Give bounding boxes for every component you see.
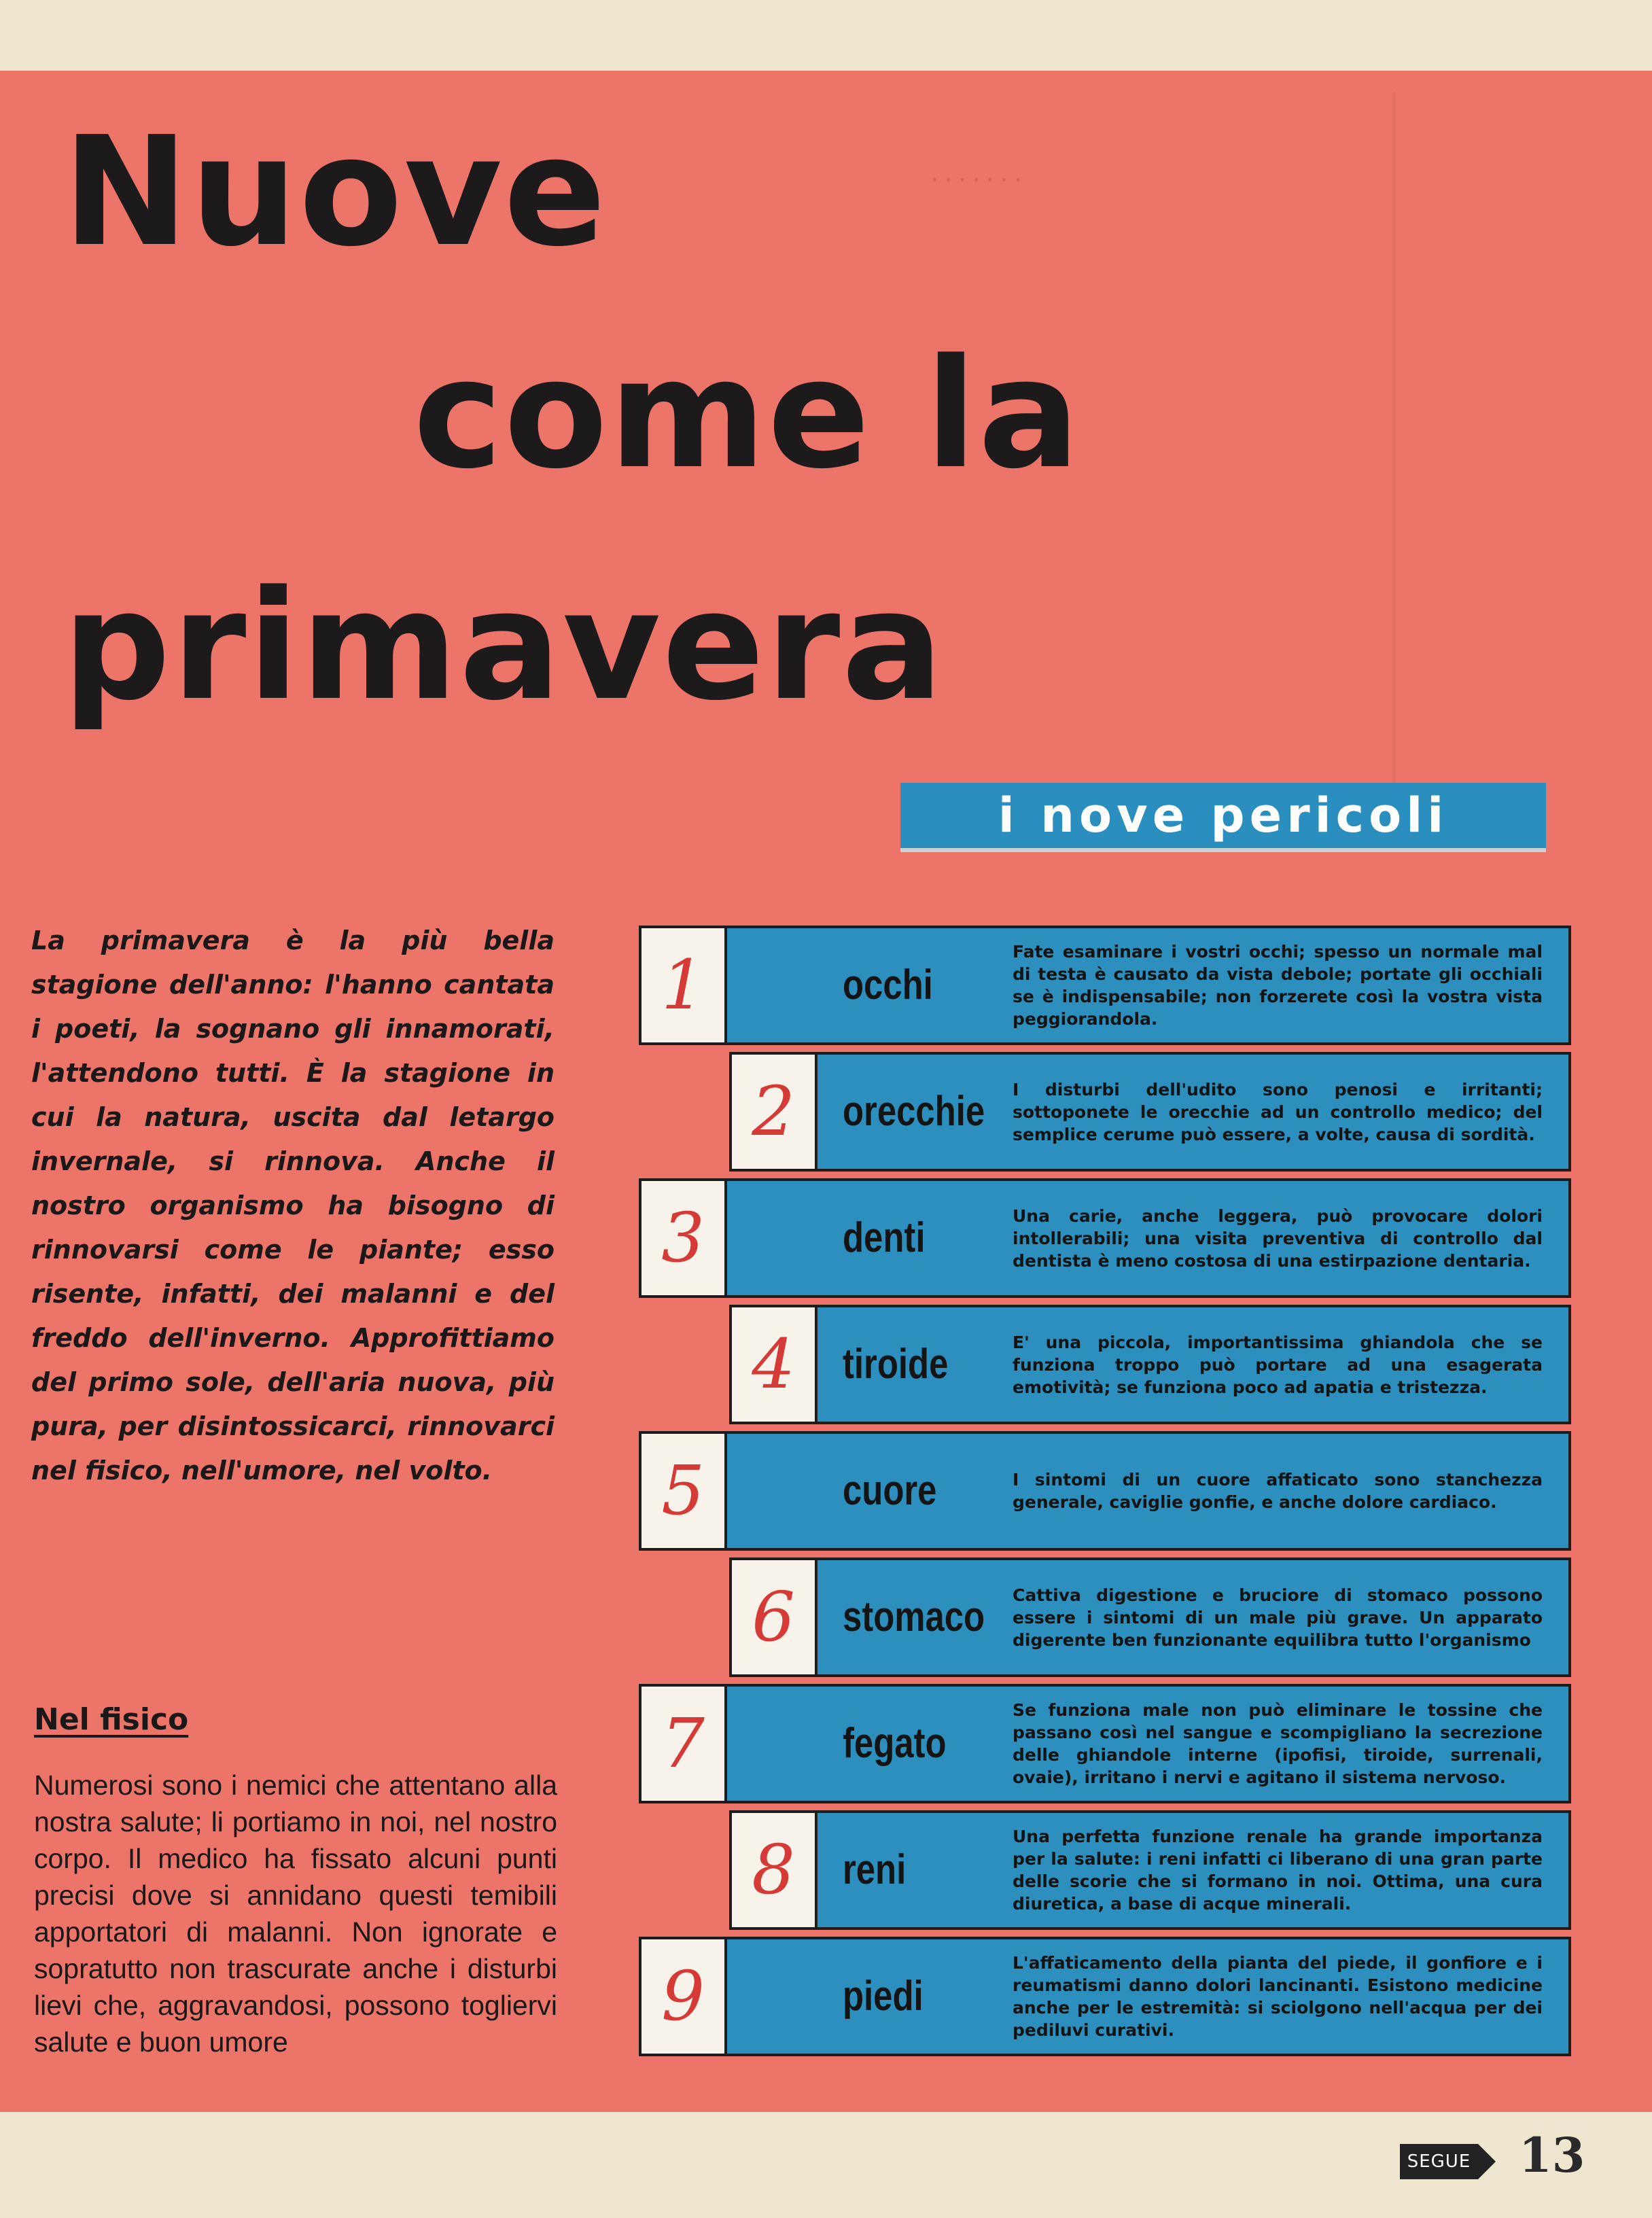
danger-organ: tiroide	[843, 1341, 949, 1388]
danger-number: 6	[752, 1577, 795, 1657]
danger-organ: orecchie	[843, 1088, 985, 1135]
danger-organ: occhi	[843, 962, 933, 1008]
title-line-1: Nuove	[63, 105, 608, 280]
danger-description-block	[1013, 1178, 1543, 1298]
danger-item-3	[639, 1178, 1571, 1301]
danger-number-box	[639, 1937, 727, 2056]
danger-number-box	[729, 1810, 818, 1930]
danger-description: Cattiva digestione e bruciore di stomaco possono essere i sintomi di un male più grave. Un apparato digerente ben funzionante equilibra tutto l'organismo	[1013, 1585, 1543, 1650]
danger-description-block	[1013, 1305, 1543, 1424]
danger-item-5	[639, 1431, 1571, 1553]
danger-number: 8	[752, 1830, 795, 1909]
danger-description-block	[1013, 926, 1543, 1045]
danger-description: Una perfetta funzione renale ha grande importanza per la salute: i reni infatti ci liberano di una gran parte delle scorie che si formano in noi. Ottima, una cura diuretica, a base di acque minerali.	[1013, 1827, 1543, 1914]
danger-number: 1	[661, 945, 705, 1025]
intro-paragraph: La primavera è la più bella stagione dell'anno: l'hanno cantata i poeti, la sognano gli innamorati, l'attendono tutti. È la stagione in cui la natura, uscita dal letargo invernale, si rinnova. Anche il nostro organismo ha bisogno di rinnovarsi come le piante; esso risente, infatti, dei malanni e del freddo dell'inverno. Approfittiamo del primo sole, dell'aria nuova, più pura, per disintossicarci, rinnovarci nel fisico, nell'umore, nel volto.	[31, 926, 555, 1485]
danger-item-9	[639, 1937, 1571, 2059]
danger-number-box	[729, 1052, 818, 1172]
danger-number: 9	[661, 1956, 705, 2036]
danger-description-block	[1013, 1810, 1543, 1930]
danger-organ: cuore	[843, 1467, 937, 1514]
danger-number-box	[639, 1684, 727, 1803]
danger-organ: denti	[843, 1214, 926, 1261]
page-number: 13	[1519, 2127, 1585, 2183]
danger-description: I disturbi dell'udito sono penosi e irritanti; sottoponete le orecchie ad un controllo medico; del semplice cerume può essere, a volte, causa di sordità.	[1013, 1079, 1543, 1144]
danger-item-6	[639, 1557, 1571, 1680]
danger-description-block	[1013, 1052, 1543, 1172]
danger-organ: piedi	[843, 1973, 924, 2020]
section-body: Numerosi sono i nemici che attentano alla nostra salute; li portiamo in noi, nel nostro corpo. Il medico ha fissato alcuni punti precisi dove si annidano questi temibili apportatori di malanni. Non ignorate e sopratutto non trascurate anche i disturbi lievi che, aggravandosi, possono togliervi salute e buon umore	[34, 1770, 557, 2058]
danger-description: I sintomi di un cuore affaticato sono stanchezza generale, caviglie gonfie, e anche dolore cardiaco.	[1013, 1470, 1543, 1512]
danger-description-block	[1013, 1684, 1543, 1803]
danger-description-block	[1013, 1937, 1543, 2056]
danger-number: 2	[752, 1072, 795, 1151]
danger-item-2	[639, 1052, 1571, 1174]
danger-item-8	[639, 1810, 1571, 1933]
danger-organ: reni	[843, 1846, 907, 1893]
danger-number-box	[729, 1557, 818, 1677]
danger-item-7	[639, 1684, 1571, 1806]
danger-description: E' una piccola, importantissima ghiandola che se funziona troppo può portare ad una esagerata emotività; se funziona poco ad apatia e tristezza.	[1013, 1332, 1543, 1397]
danger-number: 3	[661, 1198, 705, 1278]
title-line-2: come la	[413, 327, 1082, 502]
danger-number-box	[729, 1305, 818, 1424]
segue-label: SEGUE	[1407, 2151, 1471, 2172]
danger-item-1	[639, 926, 1571, 1048]
segue-tag	[1400, 2144, 1478, 2179]
danger-organ: fegato	[843, 1720, 947, 1767]
subtitle-banner	[900, 783, 1546, 852]
danger-number: 7	[661, 1704, 705, 1783]
danger-number: 4	[752, 1324, 795, 1404]
danger-description: Una carie, anche leggera, può provocare dolori intollerabili; una visita preventiva di controllo dal dentista è meno costosa di una estirpazione dentaria.	[1013, 1205, 1543, 1271]
danger-description-block	[1013, 1557, 1543, 1677]
danger-organ: stomaco	[843, 1594, 985, 1640]
bleed-through-decoration: . . . . . . .	[931, 153, 1021, 188]
danger-number-box	[639, 1178, 727, 1298]
dangers-list	[639, 926, 1571, 2088]
bleed-through-decoration-right	[1393, 91, 1619, 839]
danger-description: Se funziona male non può eliminare le tossine che passano così nel sangue e scompigliano la secrezione delle ghiandole interne (ipofisi, tiroide, surrenali, ovaie), irritano i nervi e agitano il sistema nervoso.	[1013, 1700, 1543, 1787]
danger-description: L'affaticamento della pianta del piede, il gonfiore e i reumatismi danno dolori lancinanti. Esistono medicine anche per le estremità: si sciolgono nell'acqua per dei pediluvi curativi.	[1013, 1953, 1543, 2040]
danger-description-block	[1013, 1431, 1543, 1551]
danger-description: Fate esaminare i vostri occhi; spesso un normale mal di testa è causato da vista debole; portate gli occhiali se è indispensabile; non forzerete così la vostra vista peggiorandola.	[1013, 942, 1543, 1029]
section-heading: Nel fisico	[34, 1702, 189, 1737]
title-line-3: primavera	[63, 559, 945, 734]
danger-number-box	[639, 926, 727, 1045]
danger-number-box	[639, 1431, 727, 1551]
subtitle-text: i nove pericoli	[998, 788, 1449, 843]
danger-number: 5	[661, 1451, 705, 1530]
danger-item-4	[639, 1305, 1571, 1427]
